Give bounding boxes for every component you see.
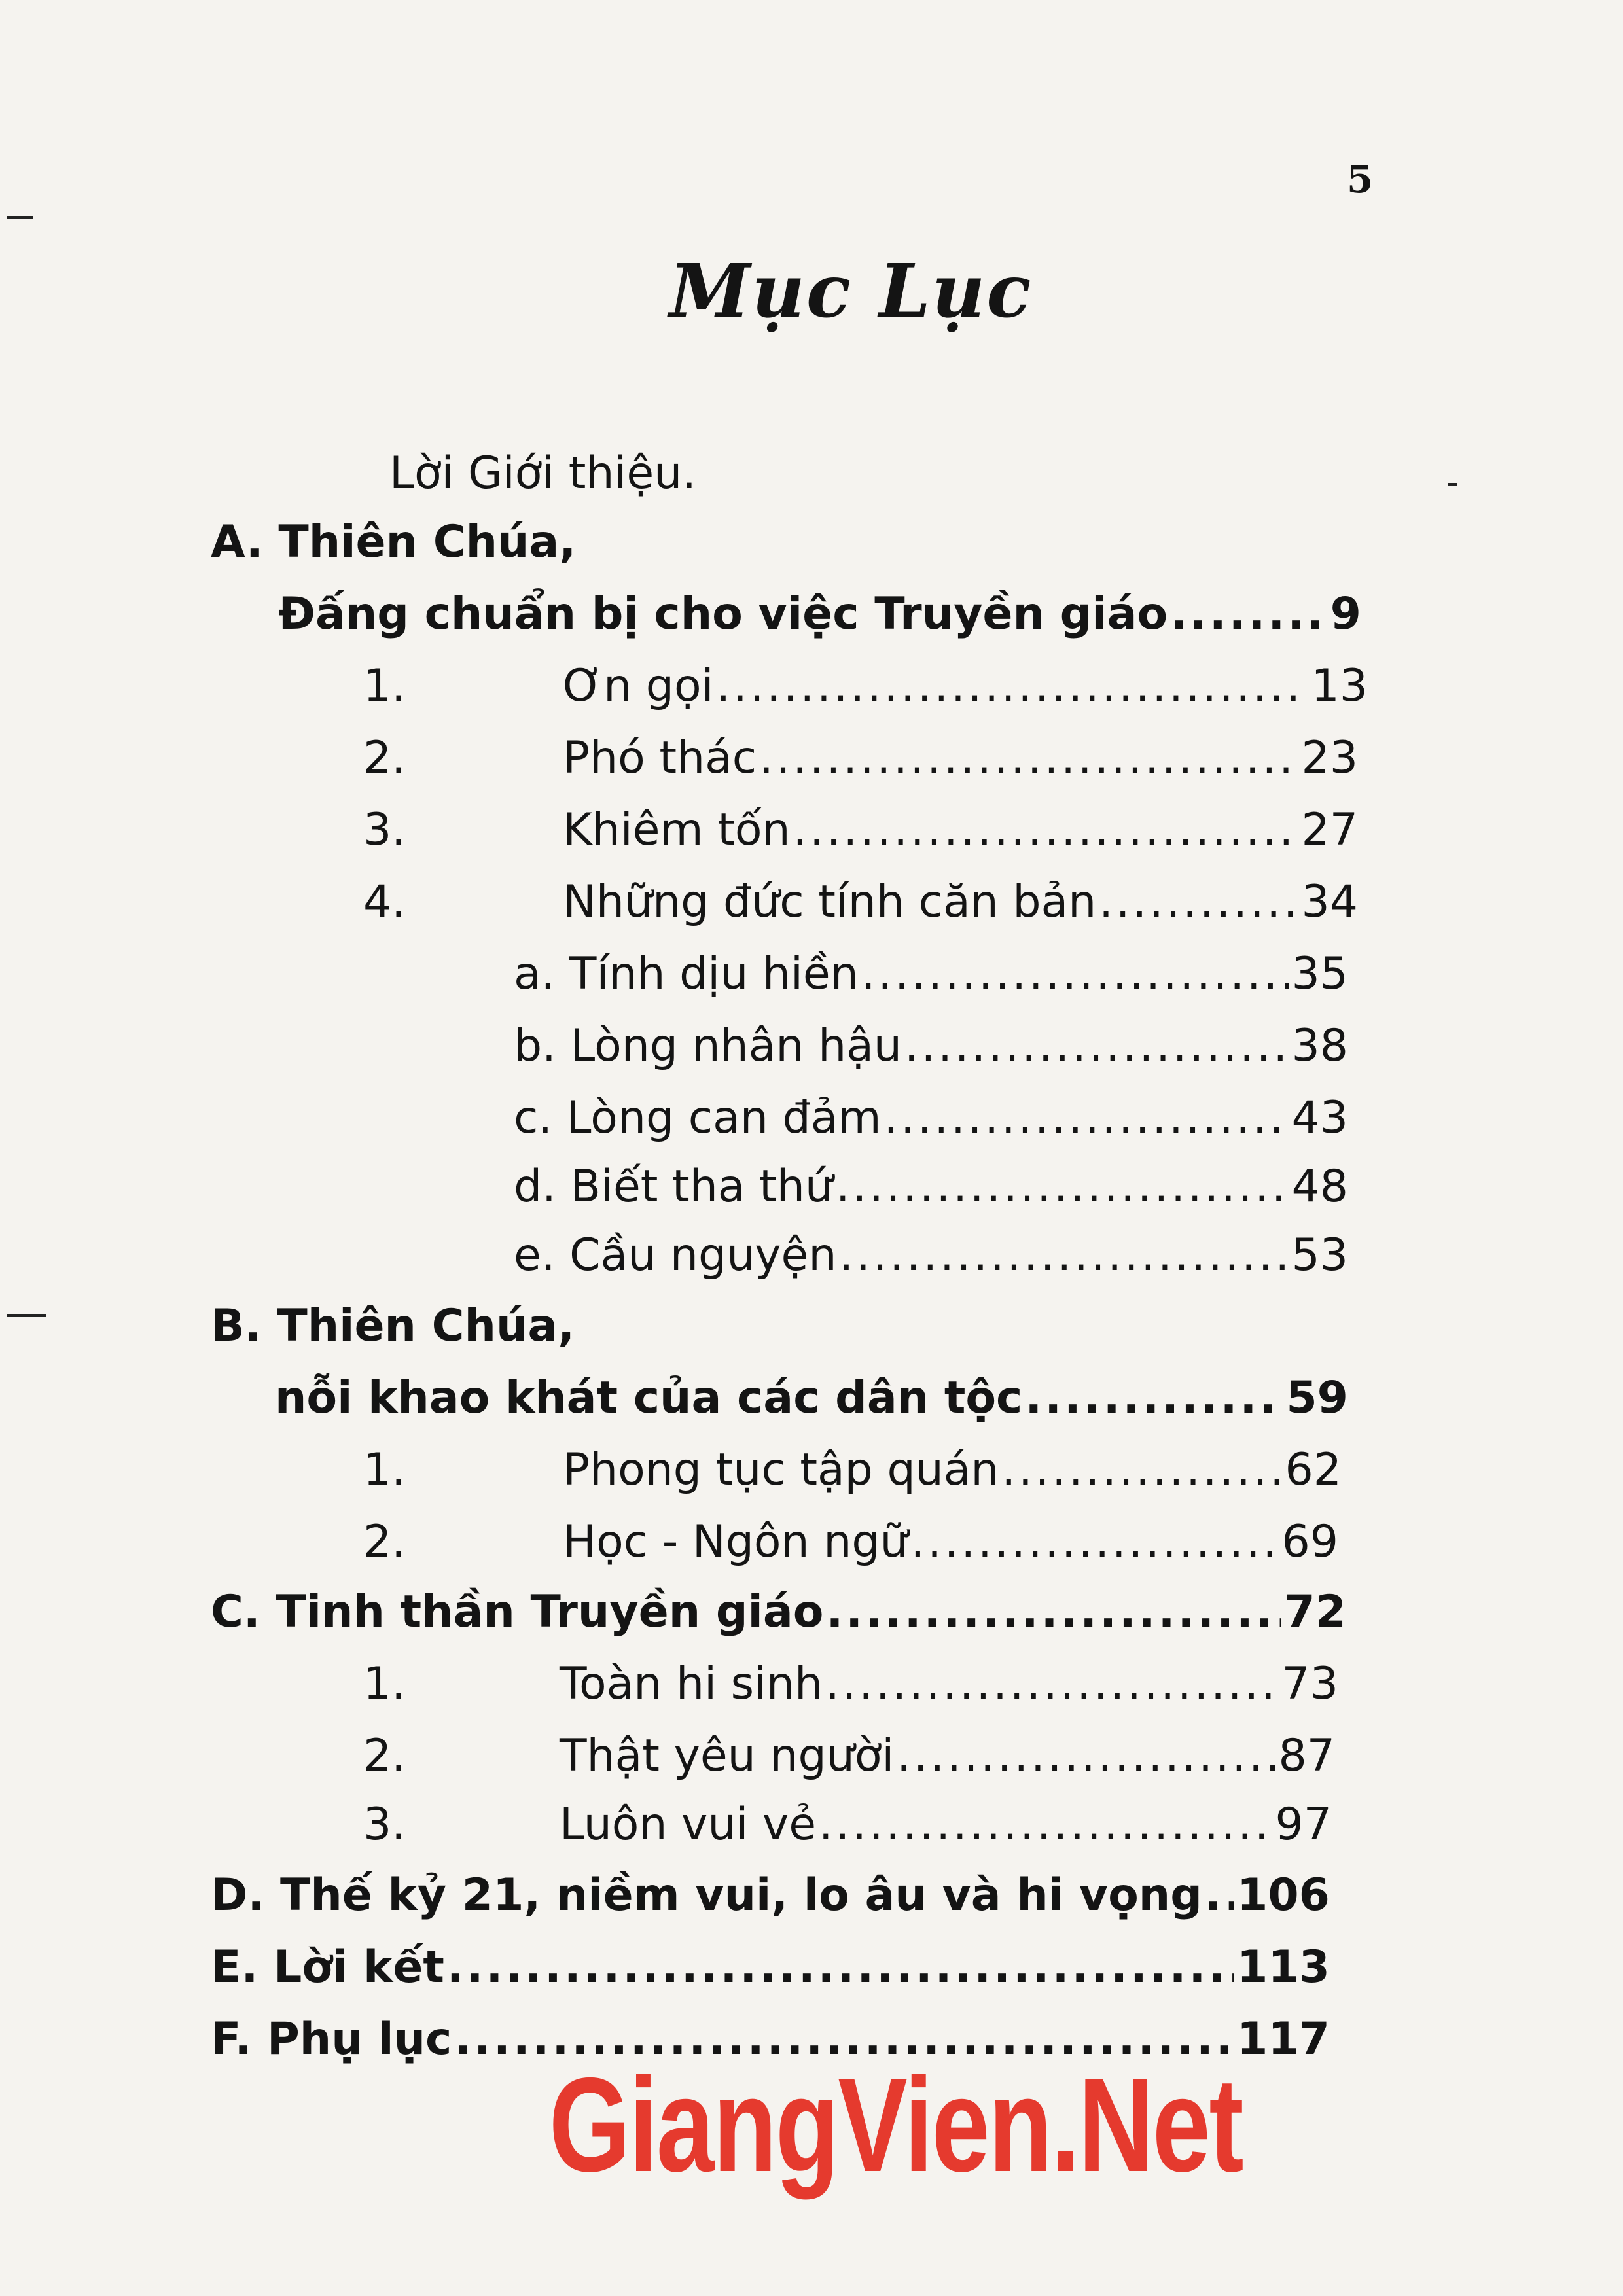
toc-item-page: 69 [1281,1516,1338,1568]
toc-entry-page: 9 [1330,588,1361,640]
toc-item [563,732,1358,784]
toc-subitem-label: e. Cầu nguyện [514,1229,837,1281]
toc-entry-page: 106 [1237,1869,1330,1921]
toc-item-page: 97 [1275,1799,1332,1850]
dot-leader [911,1520,1279,1564]
toc-subitem-page: 53 [1291,1229,1348,1281]
page-title: Mục Lục [669,249,1033,334]
toc-entry-label: F. Phụ lục [211,2013,452,2065]
toc-item-number: 2. [363,1516,406,1568]
toc-item-label: Thật yêu người [560,1730,895,1782]
toc-item-page: 62 [1285,1444,1342,1496]
dot-leader [1170,592,1327,637]
dot-leader [904,1024,1289,1069]
toc-item-number: 2. [363,1730,406,1782]
toc-item-number: 1. [363,1444,406,1496]
toc-entry-page: 72 [1284,1586,1346,1638]
dot-leader [897,1734,1275,1778]
dot-leader [1099,880,1298,925]
margin-mark [1448,483,1457,486]
toc-item [560,1730,1335,1782]
dot-leader [1205,1873,1234,1918]
toc-item-label: Những đức tính căn bản [563,876,1097,928]
toc-entry-e [211,1941,1330,1993]
toc-entry-c [211,1586,1346,1638]
dot-leader [819,1803,1272,1847]
dot-leader [861,952,1289,997]
dot-leader [447,1945,1234,1990]
toc-item-number: 4. [363,876,406,928]
toc-entry-a [278,588,1361,640]
margin-mark [7,216,33,219]
dot-leader [839,1233,1289,1278]
dot-leader [716,664,1308,709]
toc-item-page: 34 [1301,876,1358,928]
toc-item [563,876,1358,928]
toc-item-number: 1. [363,1658,406,1710]
toc-item [563,804,1358,856]
toc-item-label: Khiêm tốn [563,804,791,856]
toc-item-label: Phó thác [563,732,757,784]
toc-item-page: 87 [1278,1730,1335,1782]
toc-entry-label: D. Thế kỷ 21, niềm vui, lo âu và hi vọng [211,1869,1202,1921]
toc-entry-label: Đấng chuẩn bị cho việc Truyền giáo [278,588,1168,640]
toc-subitem [514,1020,1348,1072]
page-number: 5 [1347,157,1374,202]
toc-item-number: 1. [363,660,406,712]
toc-subitem [514,948,1348,1000]
toc-item-page: 27 [1301,804,1358,856]
toc-subitem-page: 43 [1291,1092,1348,1144]
toc-subitem [514,1161,1348,1212]
toc-intro: Lời Giới thiệu. [389,448,696,499]
toc-item-number: 3. [363,1799,406,1850]
toc-item-label: Phong tục tập quán [563,1444,999,1496]
dot-leader [793,808,1299,853]
toc-item-page: 73 [1281,1658,1338,1710]
toc-item [560,1799,1332,1850]
toc-entry-page: 113 [1237,1941,1330,1993]
toc-section-heading-b: B. Thiên Chúa, [211,1300,575,1352]
dot-leader [836,1165,1289,1209]
toc-item-label: Toàn hi sinh [560,1658,823,1710]
toc-item-number: 3. [363,804,406,856]
watermark: GiangVien.Net [548,2050,1243,2200]
toc-entry-label: E. Lời kết [211,1941,444,1993]
toc-subitem-page: 35 [1291,948,1348,1000]
dot-leader [759,736,1298,781]
dot-leader [884,1096,1289,1140]
toc-item-page: 13 [1311,660,1368,712]
toc-item-label: Luôn vui vẻ [560,1799,817,1850]
dot-leader [1002,1448,1283,1492]
toc-item-page: 23 [1301,732,1358,784]
toc-entry-b [275,1372,1348,1424]
toc-entry-label: nỗi khao khát của các dân tộc [275,1372,1023,1424]
toc-entry-page: 117 [1237,2013,1330,2065]
toc-item [563,1516,1338,1568]
toc-subitem-page: 48 [1291,1161,1348,1212]
toc-entry-page: 59 [1286,1372,1348,1424]
toc-subitem [514,1229,1348,1281]
toc-item [560,1658,1338,1710]
dot-leader [826,1590,1281,1634]
toc-subitem [514,1092,1348,1144]
toc-subitem-label: b. Lòng nhân hậu [514,1020,902,1072]
toc-subitem-label: d. Biết tha thứ [514,1161,833,1212]
margin-mark [7,1314,46,1317]
toc-section-heading-a: A. Thiên Chúa, [211,516,577,568]
toc-item [563,1444,1342,1496]
toc-item-label: Học - Ngôn ngữ [563,1516,908,1568]
dot-leader [825,1662,1279,1706]
toc-entry-d [211,1869,1330,1921]
toc-subitem-label: c. Lòng can đảm [514,1092,882,1144]
toc-entry-label: C. Tinh thần Truyền giáo [211,1586,824,1638]
toc-item [563,660,1368,712]
toc-item-number: 2. [363,732,406,784]
toc-subitem-page: 38 [1291,1020,1348,1072]
dot-leader [1025,1376,1283,1421]
toc-subitem-label: a. Tính dịu hiền [514,948,859,1000]
toc-item-label: Ơn gọi [563,660,714,712]
